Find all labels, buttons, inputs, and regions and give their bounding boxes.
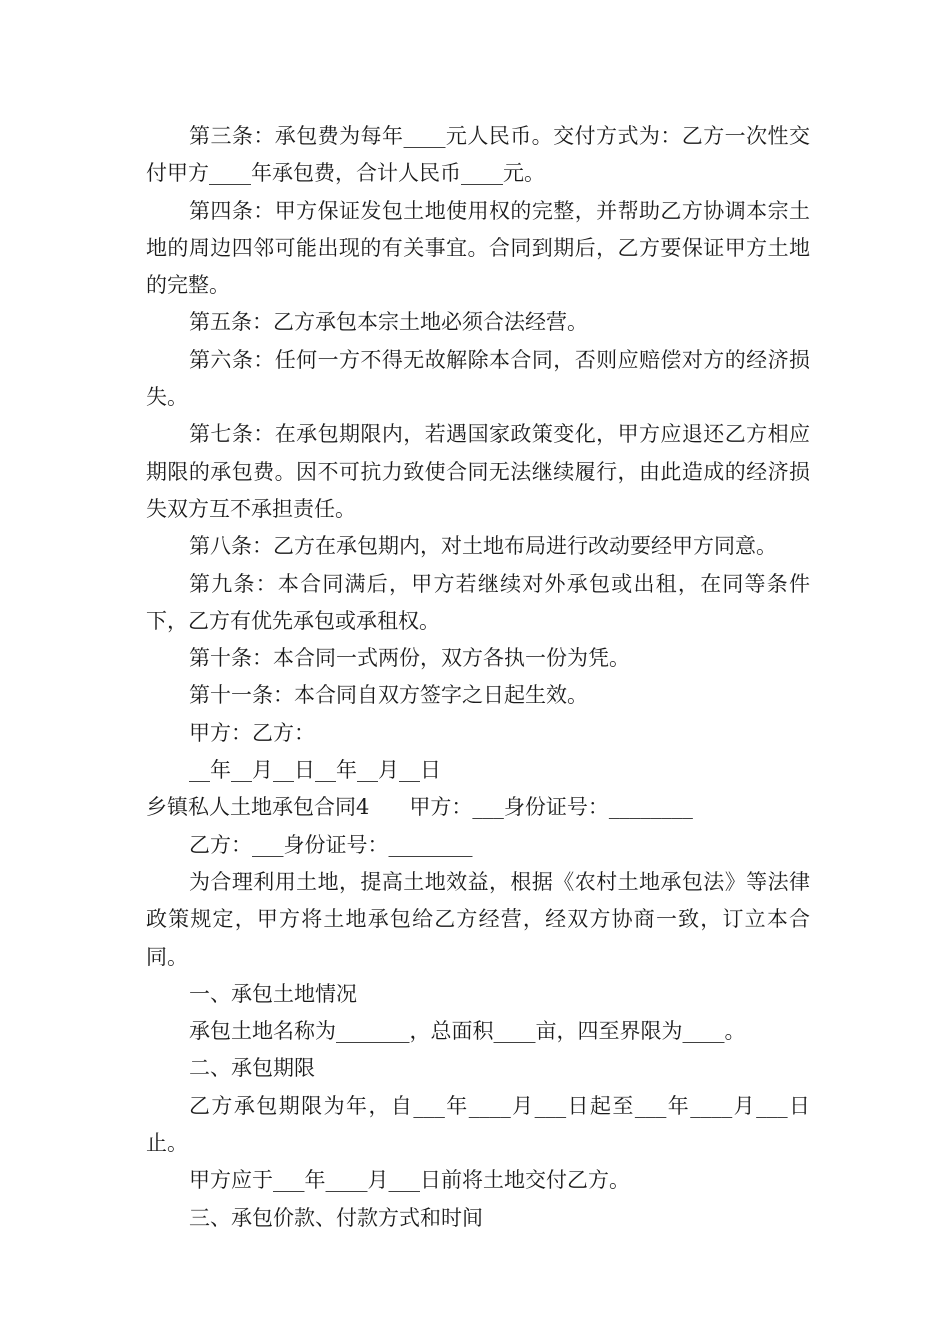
party-b: 乙方：___身份证号：________ [189,832,473,857]
article-9: 第九条：本合同满后，甲方若继续对外承包或出租，在同等条件下，乙方有优先承包或承租权。 [146,571,810,633]
article-6: 第六条：任何一方不得无故解除本合同，否则应赔偿对方的经济损失。 [146,347,810,410]
contract4-party-a: 甲方：___身份证号：________ [409,795,693,820]
section-2-heading: 二、承包期限 [189,1056,315,1081]
article-3: 第三条：承包费为每年____元人民币。交付方式为：乙方一次性交付甲方____年承包费，合计人民币____元。 [146,124,810,186]
contract4-heading-row [146,789,810,826]
land-details: 承包土地名称为_______，总面积____亩，四至界限为____。 [189,1019,746,1044]
article-11: 第十一条：本合同自双方签字之日起生效。 [189,683,588,708]
article-5: 第五条：乙方承包本宗土地必须合法经营。 [189,310,588,335]
article-10: 第十条：本合同一式两份，双方各执一份为凭。 [189,646,630,671]
signature-dates: __年__月__日__年__月__日 [189,758,441,783]
document-body [146,118,810,1237]
article-7: 第七条：在承包期限内，若遇国家政策变化，甲方应退还乙方相应期限的承包费。因不可抗力致使合同无法继续履行，由此造成的经济损失双方互不承担责任。 [146,422,810,521]
signature-parties: 甲方：乙方： [189,720,315,745]
article-4: 第四条：甲方保证发包土地使用权的完整，并帮助乙方协调本宗土地的周边四邻可能出现的有关事宜。合同到期后，乙方要保证甲方土地的完整。 [146,198,810,298]
section-3-heading: 三、承包价款、付款方式和时间 [189,1205,483,1230]
preamble: 为合理利用土地，提高土地效益，根据《农村土地承包法》等法律政策规定，甲方将土地承包给乙方经营，经双方协商一致，订立本合同。 [146,869,810,969]
contract4-title: 乡镇私人土地承包合同4 [146,795,370,820]
section-1-heading: 一、承包土地情况 [189,981,357,1006]
handover-clause: 甲方应于___年____月___日前将土地交付乙方。 [189,1168,630,1193]
term-clause: 乙方承包期限为年，自___年____月___日起至___年____月___日止。 [146,1093,810,1156]
article-8: 第八条：乙方在承包期内，对土地布局进行改动要经甲方同意。 [189,534,777,559]
